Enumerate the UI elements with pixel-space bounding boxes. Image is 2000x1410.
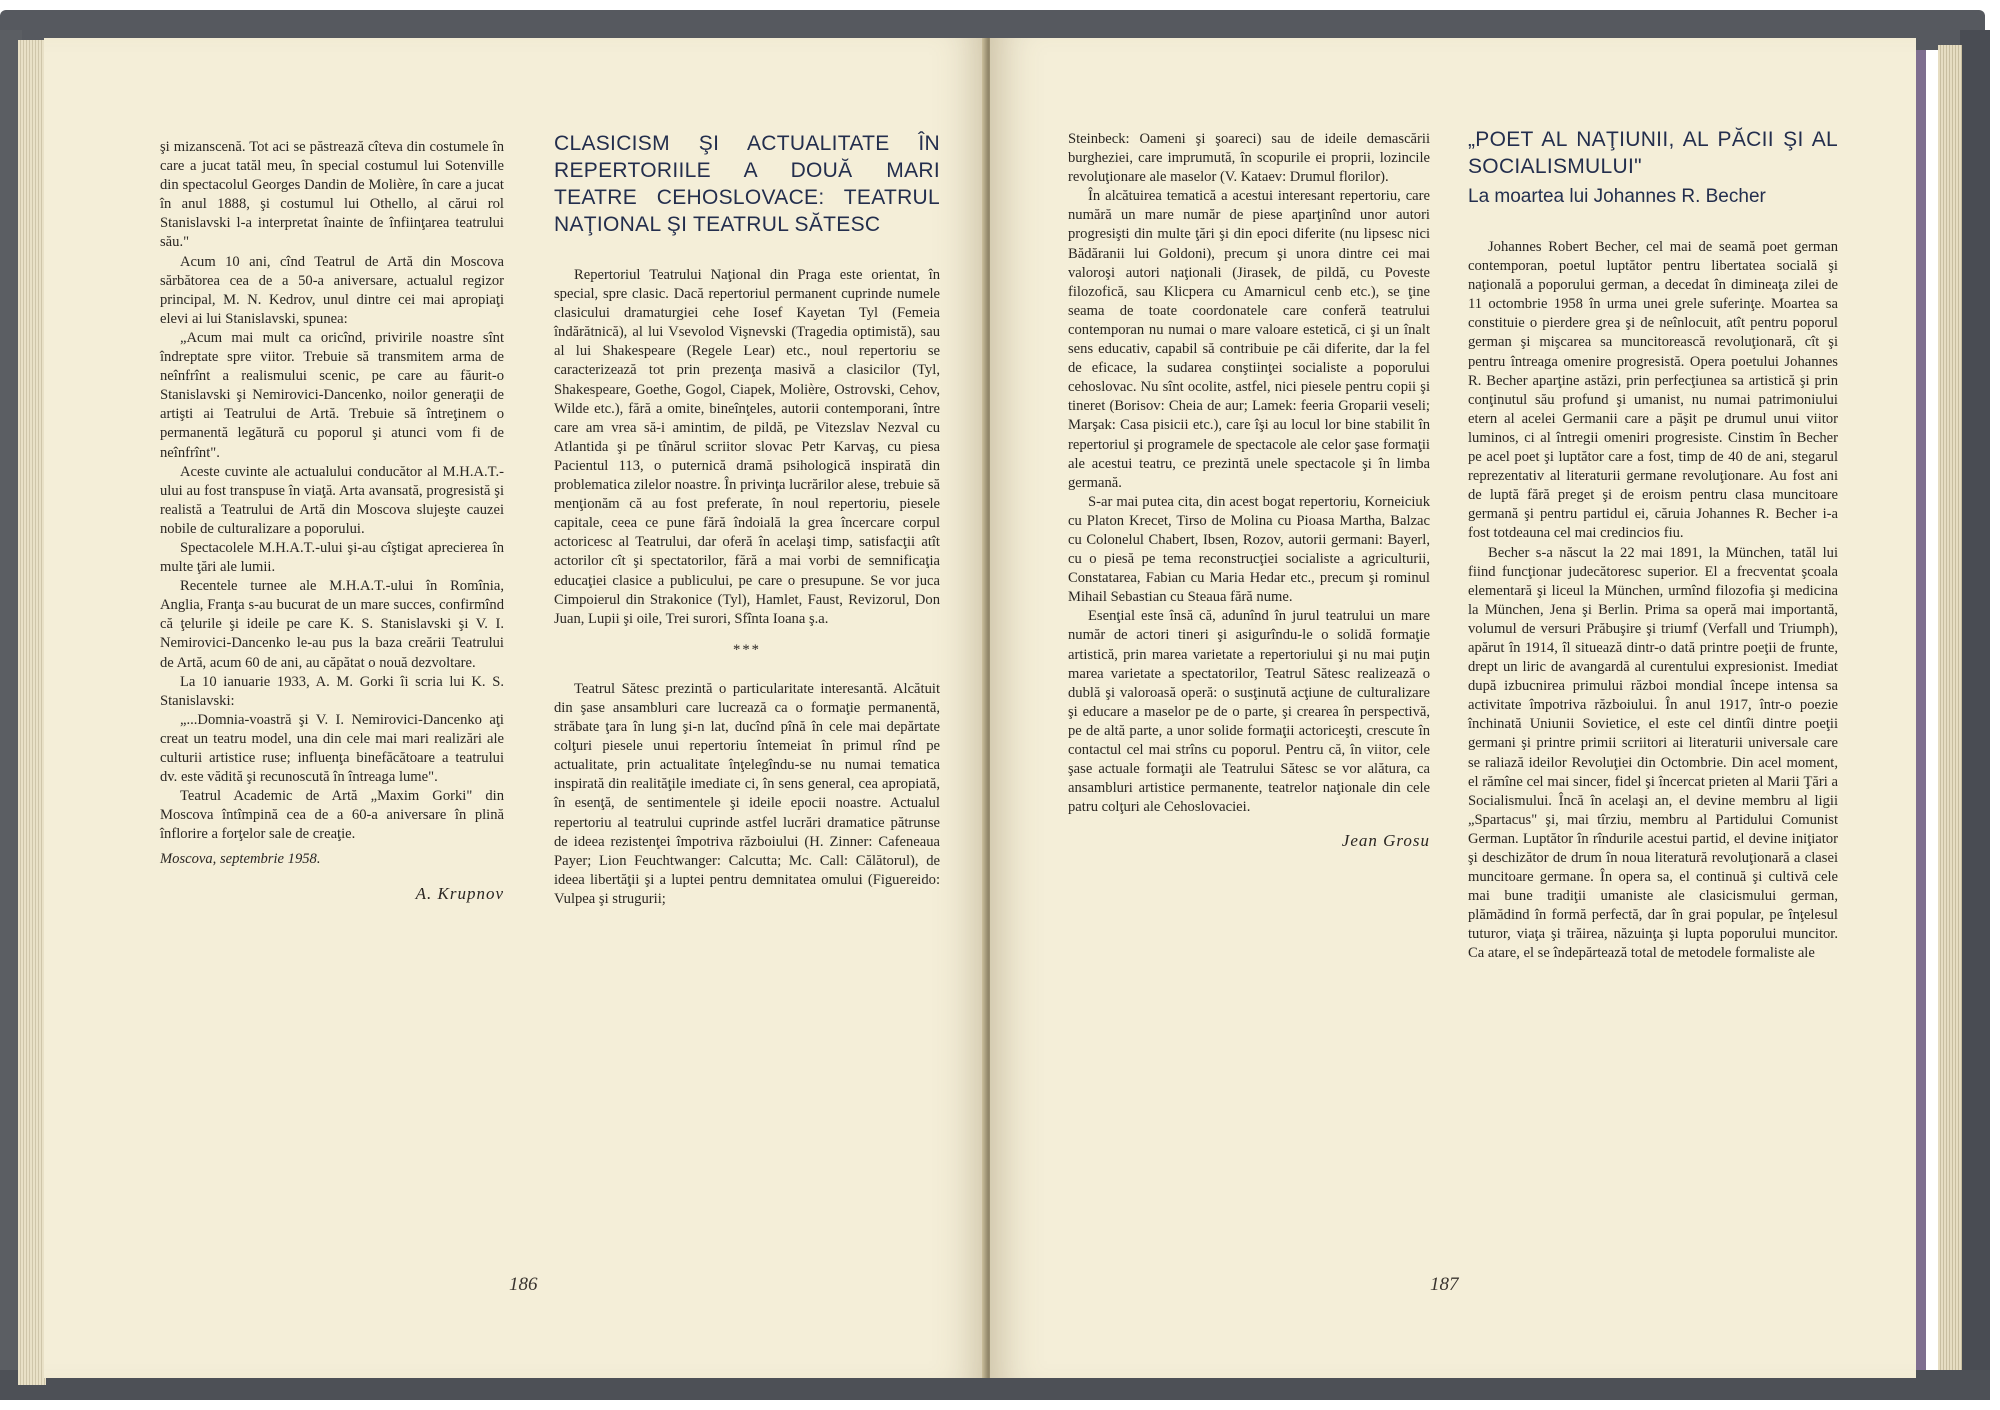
paragraph: Spectacolele M.H.A.T.-ului şi-au cîştigat aprecierea în multe ţări ale lumii.: [160, 539, 504, 576]
paragraph: „...Domnia-voastră şi V. I. Nemirovici-Dancenko aţi creat un teatru model, una din cele mai mari realizări ale culturii artistice ruse; influenţa binefăcătoare a teatrului dv. este vădită şi recunoscută în întreaga lume".: [160, 711, 504, 786]
author-signature: Jean Grosu: [1341, 831, 1430, 851]
place-date: Moscova, septembrie 1958.: [160, 851, 321, 868]
right-column-theatres: [554, 130, 940, 909]
paragraph: Acum 10 ani, cînd Teatrul de Artă din Moscova sărbătorea cea de a 50-a aniversare, actualul regizor principal, M. N. Kedrov, unul dintre cei mai apropiaţi elevi ai lui Stanislavski, spunea:: [160, 253, 504, 327]
paragraph: Esenţial este însă că, adunînd în jurul teatrului un mare număr de actori tineri şi asigurîndu-le o solidă formaţie artistică, prin marea varietate a repertoriului şi nu mai puţin marea varietate a spectatorilor, Teatrul Sătesc realizează o dublă şi valoroasă operă: o susţinută acţiune de culturalizare şi educare a maselor pe de o parte, şi crearea în perspectivă, pe de altă parte, a unor solide formaţii actoriceşti, crescute în contactul cel mai strîns cu poporul. Pentru că, în viitor, cele şase actuale formaţii ale Teatrului Sătesc se vor alătura, ca ansambluri artistice permanente, teatrelor naţionale din cele patru colţuri ale Cehoslovaciei.: [1068, 608, 1430, 816]
paragraph: Recentele turnee ale M.H.A.T.-ului în Romînia, Anglia, Franţa s-au bucurat de un mare succes, confirmînd că ţelurile şi ideile pe care K. S. Stanislavski şi V. I. Nemirovici-Dancenko le-au pus la baza creării Teatrului de Artă, acum 60 de ani, au căpătat o nouă dezvoltare.: [160, 578, 504, 671]
paragraph: „Acum mai mult ca oricînd, privirile noastre sînt îndreptate spre viitor. Trebuie să transmitem arma de neînfrînt a realismului scenic, pe care au făurit-o Stanislavski şi Nemirovici-Dancenko, noilor generaţii de artişti ai Teatrului de Artă. Trebuie să întreţinem o permanentă legătură cu poporul şi atunci vom fi de neînfrînt".: [160, 329, 504, 461]
paragraph: şi mizanscenă. Tot aci se păstrează cîteva din costumele în care a jucat tatăl meu, în special costumul lui Sotenville din spectacolul Georges Dandin de Molière, în care a jucat în anul 1888, şi costumul lui Othello, al cărui rol Stanislavski l-a interpretat înainte de înfiinţarea teatrului său.": [160, 139, 504, 251]
paragraph: În alcătuirea tematică a acestui interesant repertoriu, care numără un mare număr de piese aparţinînd unor autori progresişti din multe ţări şi din epoci diferite (nu lipsesc nici Bădăranii lui Goldoni), precum şi unora dintre cei mai valoroşi autori naţionali (Jirasek, de pildă, cu Poveste filozofică, sau Klicpera cu Amarnicul cenb etc.), se ţine seama de toate coordonatele care conferă teatrului contemporan nu numai o mare valoare estetică, ci şi un înalt sens educativ, capabil să contribuie pe căi diferite, dar la fel de eficace, la sudarea conştiinţei socialiste a poporului cehoslovac. Nu sînt ocolite, astfel, nici piesele pentru copii şi tineret (Borisov: Cheia de aur; Lamek: feeria Groparii veseli; Marşak: Casa pisicii etc.), care îşi au locul lor bine stabilit în repertoriul şi programele de spectacole ale celor şase formaţii ale acestui teatru, ce prezintă unele spectacole şi în limba germană.: [1068, 188, 1430, 491]
left-page: [44, 38, 986, 1378]
paragraph: Becher s-a născut la 22 mai 1891, la München, tatăl lui fiind funcţionar judecătoresc superior. El a frecventat şcoala elementară şi liceul la München, urmînd filozofia şi medicina la München, Jena şi Berlin. Prima sa operă mai importantă, volumul de versuri Prăbuşire şi triumf (Verfall und Triumph), apărut în 1914, îl situează dintr-o dată printre poeţii de frunte, drept un liric de avangardă al curentului expresionist. Imediat după izbucnirea primului război mondial începe intensa sa activitate împotriva războiului. În anul 1917, într-o poezie închinată Uniunii Sovietice, el este cel dintîi dintre poeţii germani şi printre primii scriitori ai literaturii universale care se raliază ideilor Revoluţiei din Octombrie. Din acel moment, el rămîne cel mai sincer, fidel şi încercat prieten al Marii Ţări a Socialismului. Încă în acelaşi an, el devine membru al ligii „Spartacus" şi, mai tîrziu, membru al Partidului Comunist German. Luptător în rîndurile acestui partid, el devine iniţiator şi deschizător de drum în noua literatură revoluţionară a clasei muncitoare germane. În opera sa, el continuă şi cultivă cele mai bune tradiţii umaniste ale clasicismului german, plămădind în formă perfectă, dar în grai popular, pe înţelesul tuturor, viaţa şi trăirea, năzuinţa şi lupta poporului muncitor. Ca atare, el se îndepărtează total de metodele formaliste ale: [1468, 544, 1838, 962]
paragraph: Aceste cuvinte ale actualului conducător al M.H.A.T.-ului au fost transpuse în viaţă. Arta avansată, progresistă şi realistă a Teatrului de Artă din Moscova slujeşte cauzei nobile de culturalizare a poporului.: [160, 463, 504, 537]
paragraph: S-ar mai putea cita, din acest bogat repertoriu, Korneiciuk cu Platon Krecet, Tirso de Molina cu Pioasa Martha, Balzac cu Colonelul Chabert, Ibsen, Rozov, autorii germani: Bayerl, cu o piesă pe tema reconstrucţiei socialiste a agriculturii, Constatarea, Fabian cu Maria Hedar etc., precum şi rominul Mihail Sebastian cu Steaua fără nume.: [1068, 493, 1430, 606]
page-number: 186: [509, 1274, 538, 1295]
right-page: [990, 38, 1916, 1378]
paragraph: Steinbeck: Oameni şi şoareci) sau de ideile demascării burgheziei, care imprumută, în scopurile ei proprii, lozincile revoluţionare ale maselor (V. Kataev: Drumul florilor).: [1068, 131, 1430, 186]
paragraph: Teatrul Sătesc prezintă o particularitate interesantă. Alcătuit din şase ansambluri care lucrează ca o formaţie permanentă, străbate ţara în lung şi-n lat, ducînd pînă în cele mai depărtate colţuri piesele unui repertoriu întemeiat în primul rînd pe actualitate, prin actualitate înţelegîndu-se nu numai tematica inspirată din realităţile imediate ci, în sens general, cea apropiată, în esenţă, de sentimentele şi ideile epocii noastre. Actualul repertoriu al teatrului cuprinde astfel lucrări dramatice pătrunse de ideea rezistenţei împotriva războiului (H. Zinner: Cafeneaua Payer; Lion Feuchtwanger: Calcutta; Mc. Call: Călătorul), de ideea libertăţii şi a luptei pentru demnitatea omului (Figuereido: Vulpea şi strugurii;: [554, 680, 940, 907]
book-cover-right: [1960, 30, 1990, 1400]
right-column-becher: [1468, 126, 1838, 964]
page-number: 187: [1430, 1274, 1459, 1295]
article-title: „POET AL NAŢIUNII, AL PĂCII ŞI AL SOCIALISMULUI": [1468, 128, 1838, 178]
paragraph: La 10 ianuarie 1933, A. M. Gorki îi scria lui K. S. Stanislavski:: [160, 673, 504, 709]
section-separator: ***: [733, 641, 761, 658]
page-edges-left: [18, 40, 46, 1385]
paragraph: Repertoriul Teatrului Naţional din Praga este orientat, în special, spre clasic. Dacă repertoriul permanent cuprinde numele clasicului dramaturgiei cehe Iosef Kayetan Tyl (Femeia îndărătnică), al lui Vsevolod Vişnevski (Tragedia optimistă), sau al lui Shakespeare (Regele Lear) etc., noul repertoriu se caracterizează tot prin prezenţa masivă a clasicilor (Tyl, Shakespeare, Goethe, Gogol, Ciapek, Molière, Ostrovski, Cehov, Wilde etc.), fără a omite, bineînţeles, autorii contemporani, între care am vrea să-i amintim, de pildă, pe Vitezslav Nezval cu Atlantida şi pe tînărul scriitor slovac Petr Karvaş, cu piesa Pacientul 113, o puternică dramă psihologică inspirată din problematica zilelor noastre. În privinţa lucrărilor alese, trebuie să menţionăm că au fost preferate, în noul repertoriu, piesele capitale, ceea ce pune fără îndoială la grea încercare corpul actoricesc al Teatrului, dar oferă în acelaşi timp, satisfacţii atît actorilor cît şi spectatorilor, fără a mai vorbi de semnificaţia educaţiei clasice a publicului, pe care o presupune. Se vor juca Cimpoierul din Strakonice (Tyl), Hamlet, Faust, Revizorul, Don Juan, Lupii şi oile, Trei surori, Sfînta Ioana ş.a.: [554, 267, 940, 627]
article-subtitle: La moartea lui Johannes R. Becher: [1468, 186, 1766, 207]
page-edges-right: [1938, 45, 1962, 1380]
left-column-theatres-continued: [1068, 130, 1430, 850]
author-signature: A. Krupnov: [415, 883, 504, 903]
paragraph: Teatrul Academic de Artă „Maxim Gorki" din Moscova întîmpină cea de a 60-a aniversare în plină înflorire a forţelor sale de creaţie.: [160, 788, 504, 843]
article-title: CLASICISM ŞI ACTUALITATE ÎN REPERTORIILE A DOUĂ MARI TEATRE CEHOSLOVACE: TEATRUL NAŢIONAL ŞI TEATRUL SĂTESC: [554, 132, 940, 236]
paragraph: Johannes Robert Becher, cel mai de seamă poet german contemporan, poetul luptător pentru libertatea socială şi naţională a poporului german, a decedat în dimineaţa zilei de 11 octombrie 1958 în urma unei grele suferinţe. Moartea sa constituie o pierdere grea şi de neînlocuit, atît pentru poporul german şi mişcarea sa muncitorească revoluţionară, cît şi pentru întreaga omenire progresistă. Opera poetului Johannes R. Becher aparţine astăzi, prin perfecţiunea sa artistică şi prin conţinutul său profund şi umanist, nu numai patrimoniului etern al acelei Germanii care a păşit pe drumul unui viitor luminos, ci al întregii omeniri progresiste. Cinstim în Becher pe acel poet şi luptător care a fost, timp de 40 de ani, stegarul reprezentativ al literaturii germane revoluţionare. Au fost ani de luptă fără preget şi de eroism pentru clasa muncitoare germană şi pentru partidul ei, căruia Johannes R. Becher i-a fost totdeauna cel mai credincios fiu.: [1468, 239, 1838, 542]
left-column-krupnov: [160, 138, 504, 903]
